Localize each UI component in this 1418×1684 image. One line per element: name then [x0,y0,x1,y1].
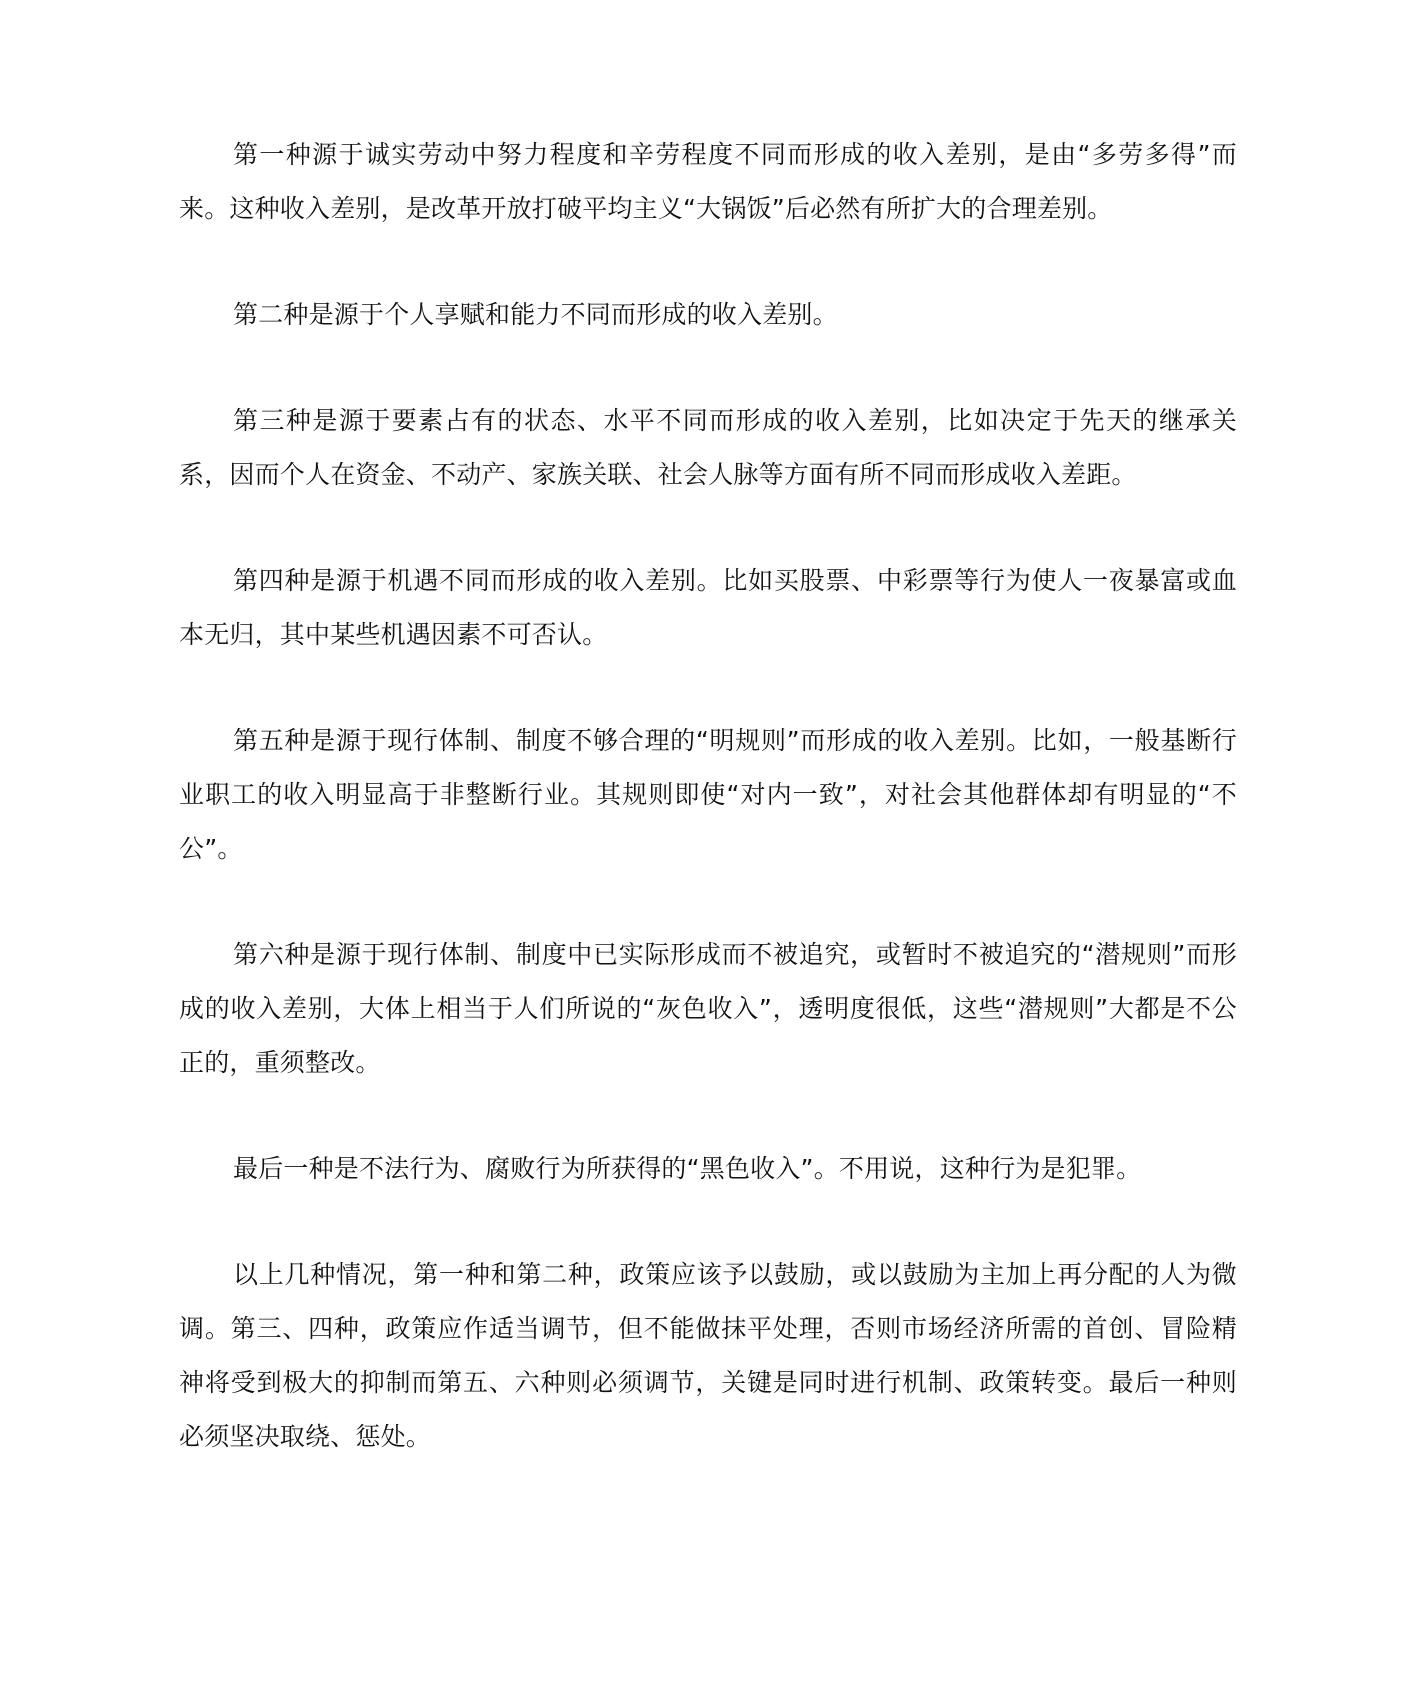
paragraph-second-type: 第二种是源于个人享赋和能力不同而形成的收入差别。 [233,300,838,329]
paragraph-fourth-type: 第四种是源于机遇不同而形成的收入差别。比如买股票、中彩票等行为使人一夜暴富或血本无归，其中某些机遇因素不可否认。 [179,566,1237,649]
paragraph-last-type: 最后一种是不法行为、腐败行为所获得的“黑色收入”。不用说，这种行为是犯罪。 [233,1154,1142,1183]
paragraph-sixth-type: 第六种是源于现行体制、制度中已实际形成而不被追究，或暂时不被追究的“潜规则”而形成的收入差别，大体上相当于人们所说的“灰色收入”，透明度很低，这些“潜规则”大都是不公正的，重须整改。 [179,940,1237,1077]
paragraph-fifth-type: 第五种是源于现行体制、制度不够合理的“明规则”而形成的收入差别。比如，一般基断行业职工的收入明显高于非整断行业。其规则即使“对内一致”，对社会其他群体却有明显的“不公”。 [179,726,1237,863]
document-body [179,128,1237,1464]
paragraph-third-type: 第三种是源于要素占有的状态、水平不同而形成的收入差别，比如决定于先天的继承关系，因而个人在资金、不动产、家族关联、社会人脉等方面有所不同而形成收入差距。 [179,406,1237,489]
paragraph-summary: 以上几种情况，第一种和第二种，政策应该予以鼓励，或以鼓励为主加上再分配的人为微调。第三、四种，政策应作适当调节，但不能做抹平处理，否则市场经济所需的首创、冒险精神将受到极大的抑制而第五、六种则必须调节，关键是同时进行机制、政策转变。最后一种则必须坚决取绕、惩处。 [179,1260,1237,1451]
paragraph-first-type: 第一种源于诚实劳动中努力程度和辛劳程度不同而形成的收入差别，是由“多劳多得”而来。这种收入差别，是改革开放打破平均主义“大锅饭”后必然有所扩大的合理差别。 [179,140,1237,223]
